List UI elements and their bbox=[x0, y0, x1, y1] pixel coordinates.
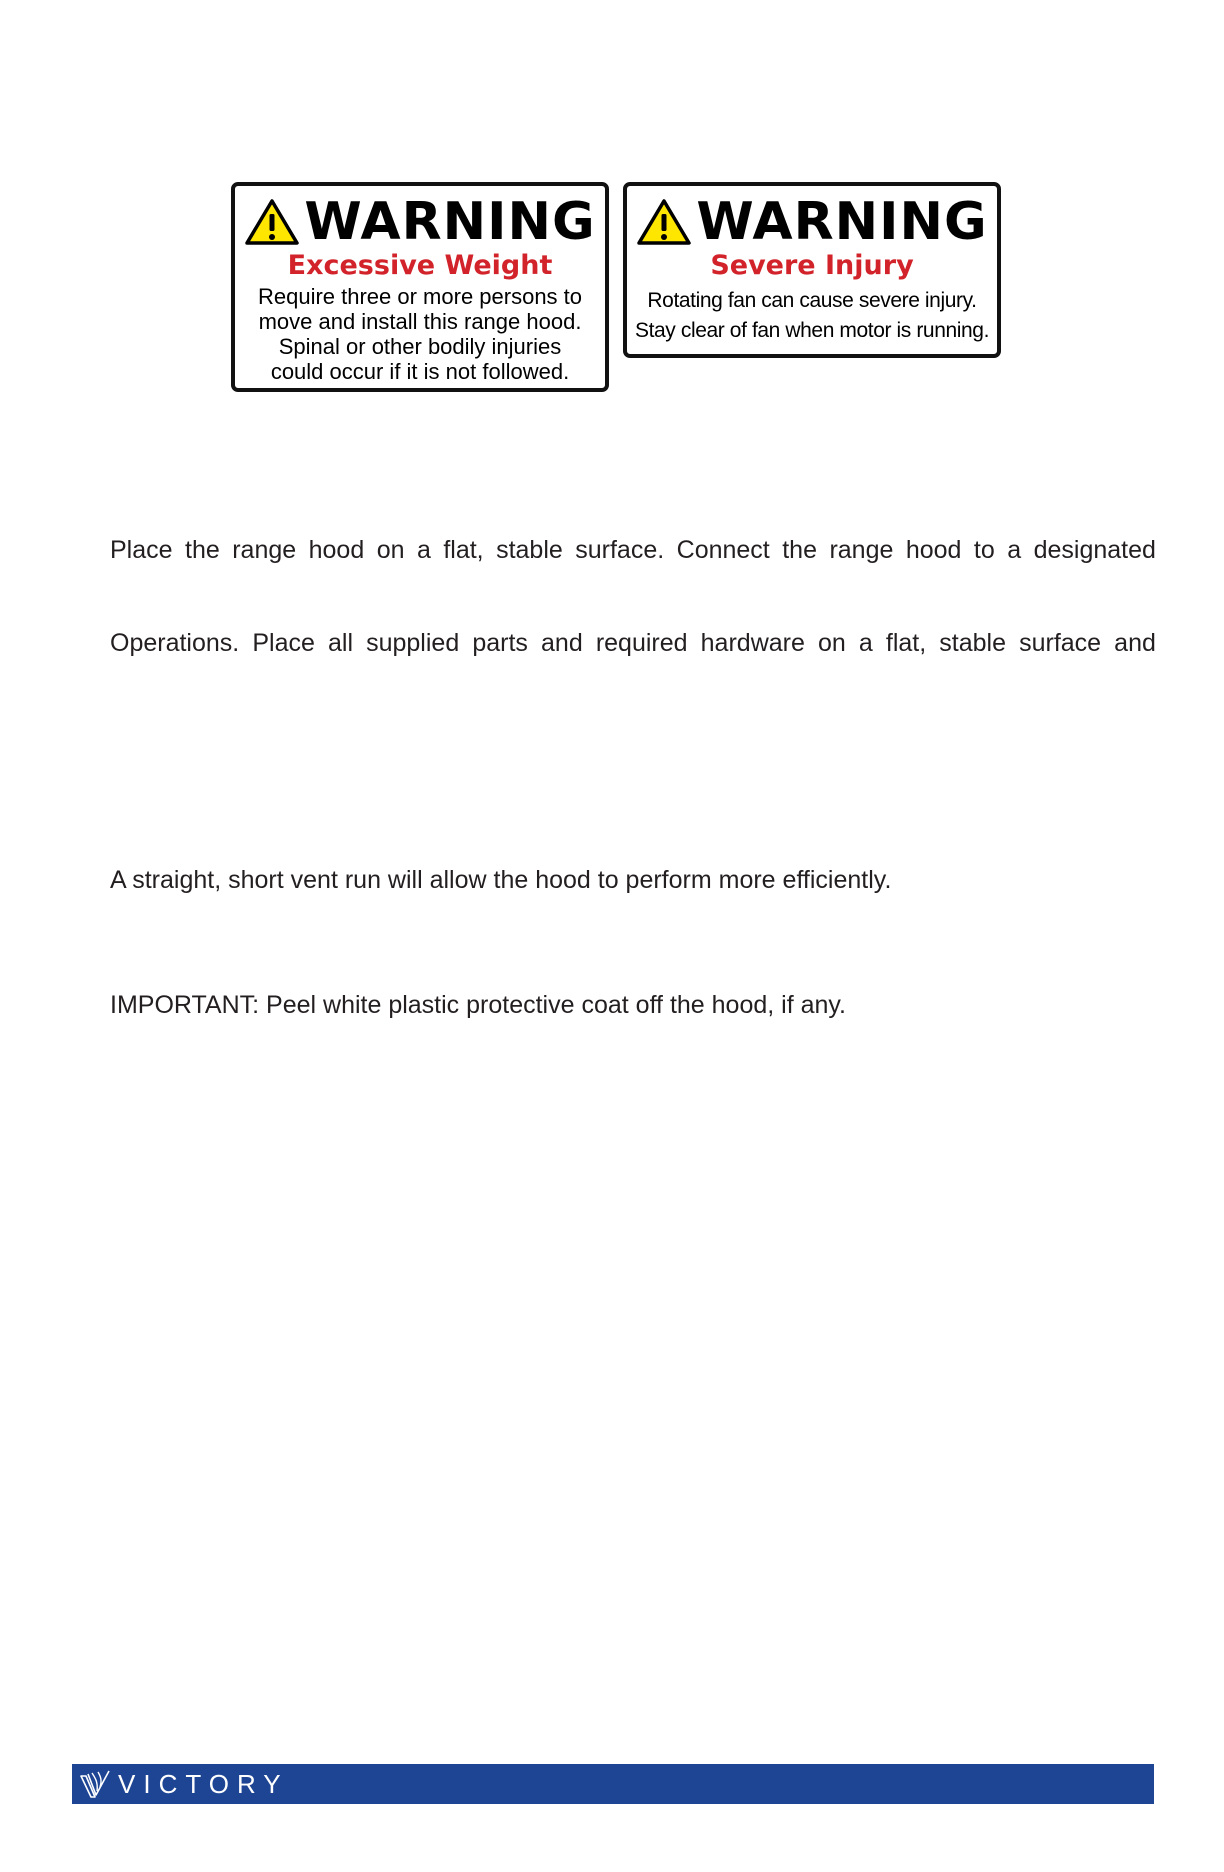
paragraph-word: Place bbox=[110, 536, 173, 564]
warning-body bbox=[241, 284, 599, 384]
warning-header bbox=[627, 194, 997, 250]
paragraph-word: a bbox=[858, 629, 873, 657]
paragraph-word: the bbox=[782, 536, 817, 564]
paragraph-word: and bbox=[541, 629, 583, 657]
warning-body-line: Rotating fan can cause severe injury. bbox=[647, 289, 977, 312]
warning-body-line: Require three or more persons to bbox=[257, 284, 583, 309]
paragraph-word: the bbox=[185, 536, 220, 564]
warning-body-line: move and install this range hood. bbox=[258, 309, 582, 334]
warning-body bbox=[633, 286, 991, 346]
paragraph-word: hood bbox=[905, 536, 962, 564]
warning-subtitle: Severe Injury bbox=[710, 250, 914, 281]
paragraph-word: a bbox=[416, 536, 431, 564]
warning-label-excessive-weight bbox=[231, 182, 609, 392]
paragraph-word: and bbox=[1114, 629, 1156, 657]
paragraph-important-note: IMPORTANT: Peel white plastic protective coat off the hood, if any. bbox=[110, 991, 846, 1019]
paragraph-word: range bbox=[829, 536, 894, 564]
warning-heading: WARNING bbox=[304, 192, 596, 252]
paragraph-word: a bbox=[1007, 536, 1022, 564]
warning-body-line: Stay clear of fan when motor is running. bbox=[634, 319, 990, 342]
paragraph-word: all bbox=[327, 629, 353, 657]
paragraph-word: Place bbox=[252, 629, 315, 657]
warning-header bbox=[235, 194, 605, 250]
footer-bar bbox=[72, 1764, 1154, 1804]
paragraph-word: on bbox=[817, 629, 846, 657]
paragraph-word: designated bbox=[1033, 536, 1156, 564]
paragraph-word: Operations. bbox=[110, 629, 240, 657]
warning-subtitle: Excessive Weight bbox=[287, 250, 553, 281]
paragraph-word: parts bbox=[472, 629, 528, 657]
paragraph-word: flat, bbox=[885, 629, 927, 657]
paragraph-word: Connect bbox=[676, 536, 770, 564]
paragraph-place-range-hood bbox=[110, 535, 1156, 565]
paragraph-word: to bbox=[973, 536, 995, 564]
paragraph-word: flat, bbox=[443, 536, 484, 564]
warning-heading: WARNING bbox=[696, 192, 988, 252]
warning-label-severe-injury bbox=[623, 182, 1001, 358]
paragraph-word: range bbox=[232, 536, 297, 564]
paragraph-word: surface. bbox=[575, 536, 665, 564]
paragraph-word: hardware bbox=[700, 629, 805, 657]
paragraph-word: supplied bbox=[366, 629, 460, 657]
warning-triangle-icon bbox=[636, 198, 692, 246]
paragraph-word: required bbox=[595, 629, 688, 657]
warning-body-line: could occur if it is not followed. bbox=[270, 359, 570, 384]
paragraph-operations bbox=[110, 628, 1156, 658]
paragraph-word: surface bbox=[1019, 629, 1102, 657]
paragraph-vent-run: A straight, short vent run will allow the hood to perform more efficiently. bbox=[110, 866, 892, 894]
paragraph-word: on bbox=[376, 536, 405, 564]
paragraph-word: hood bbox=[308, 536, 365, 564]
warning-body-line: Spinal or other bodily injuries bbox=[278, 334, 562, 359]
paragraph-word: stable bbox=[496, 536, 563, 564]
paragraph-word: stable bbox=[939, 629, 1006, 657]
warning-triangle-icon bbox=[244, 198, 300, 246]
victory-logo-icon bbox=[78, 1767, 114, 1801]
brand-name: VICTORY bbox=[118, 1769, 289, 1799]
